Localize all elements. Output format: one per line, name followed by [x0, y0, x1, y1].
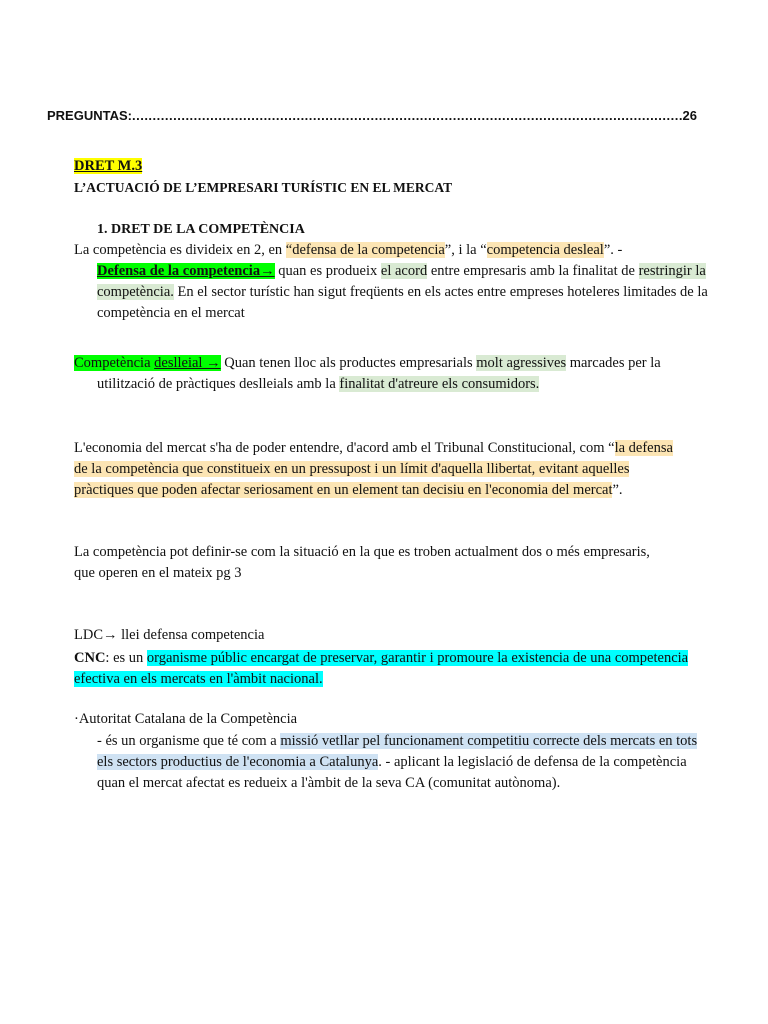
toc-page-number: 26 — [682, 108, 697, 123]
highlight-term: Competència — [74, 355, 155, 371]
text-span: En el sector turístic han sigut freqüents en els actes entre empreses hoteleres limitades de la competència en el mercat — [97, 284, 708, 321]
text-span: ”. — [612, 482, 623, 498]
highlight-span: el acord — [380, 263, 428, 279]
text-span: - és un organisme que té com a — [97, 733, 281, 749]
text-span: ”, i la “ — [444, 242, 487, 258]
title-block — [74, 156, 452, 198]
text-span: : es un — [105, 650, 147, 666]
text-span: Quan tenen lloc als productes empresarials — [220, 355, 477, 371]
highlight-span: competencia desleal — [486, 242, 604, 258]
section-heading: 1. DRET DE LA COMPETÈNCIA — [97, 222, 305, 237]
paragraph-acc — [97, 731, 701, 794]
highlight-term: deslleial → — [154, 355, 221, 371]
toc-entry[interactable] — [47, 108, 697, 123]
chapter-title: L’ACTUACIÓ DE L’EMPRESARI TURÍSTIC EN EL MERCAT — [74, 180, 453, 195]
text-span: marcades per la utilització de pràctiques deslleials amb la — [97, 355, 661, 392]
cnc-acronym: CNC — [74, 650, 106, 666]
toc-leader-dots — [132, 108, 682, 123]
text-span: ”. - — [603, 242, 623, 258]
acc-heading: ·Autoritat Catalana de la Competència — [74, 711, 298, 727]
text-span: . - aplicant la legislació de defensa de la competència quan el mercat afectat es redueix a l'àmbit de la seva CA (comunitat autònoma). — [97, 754, 687, 791]
highlight-span: finalitat d'atreure els consumidors. — [339, 376, 540, 392]
ldc-line: LDC→ llei defensa competencia — [74, 627, 265, 643]
paragraph-cnc — [74, 648, 690, 690]
highlight-span: molt agressives — [476, 355, 567, 371]
text-span: L'economia del mercat s'ha de poder entendre, d'acord amb el Tribunal Constitucional, com “ — [74, 440, 615, 456]
highlight-span: organisme públic encargat de preservar, garantir i promoure la existencia de una competencia efectiva en els mercats en l'àmbit nacional. — [74, 650, 689, 687]
text-span: entre empresaris amb la finalitat de — [427, 263, 639, 279]
paragraph-tribunal — [74, 438, 686, 501]
toc-label: PREGUNTAS: — [47, 108, 132, 123]
text-span: quan es produeix — [274, 263, 381, 279]
paragraph-competencia — [74, 240, 715, 324]
highlight-span: restringir la competència. — [97, 263, 706, 300]
highlight-span: missió vetllar pel funcionament competitiu correcte dels mercats en tots els sectors productius de l'economia a Catalunya — [97, 733, 698, 770]
paragraph-deslleial — [74, 353, 677, 395]
paragraph-definicio: La competència pot definir-se com la situació en la que es troben actualment dos o més empresaris, que operen en el mateix pg 3 — [74, 544, 650, 581]
highlight-term: Defensa de la competencia→ — [97, 263, 275, 279]
highlight-quote: la defensa de la competència que constitueix en un pressupost i un límit d'aquella llibertat, evitant aquelles pràctiques que poden afectar seriosament en un element tan decisiu en l'economia del mercat — [74, 440, 673, 498]
text-span: La competència es divideix en 2, en — [74, 242, 286, 258]
highlight-span: “defensa de la competencia — [285, 242, 445, 258]
module-title: DRET M.3 — [74, 158, 143, 174]
